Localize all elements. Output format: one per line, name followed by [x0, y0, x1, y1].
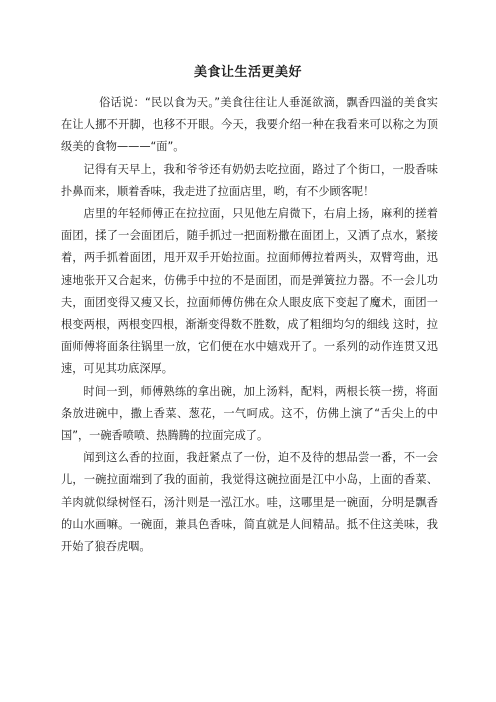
document-title: 美食让生活更美好	[193, 65, 302, 80]
paragraph-1: 俗话说：“民以食为天。”美食往往让人垂涎欲滴，飘香四溢的美食实在让人挪不开脚，也移不开眼。今天，我要介绍一种在我看来可以称之为顶级美的食物———“面”。	[61, 96, 438, 154]
paragraph-2: 记得有天早上，我和爷爷还有奶奶去吃拉面，路过了个街口，一股香味扑鼻而来，顺着香味，我走进了拉面店里，哟，有不少顾客呢！	[61, 162, 438, 198]
paragraph-4: 时间一到，师傅熟练的拿出碗，加上汤料，配料，两根长筷一捞，将面条放进碗中，撒上香菜、葱花，一气呵成。这不，仿佛上演了“舌尖上的中国”，一碗香喷喷、热腾腾的拉面完成了。	[61, 384, 438, 443]
paragraph-3: 店里的年轻师傅正在拉拉面，只见他左肩微下，右肩上扬，麻利的搓着面团，揉了一会面团后，随手抓过一把面粉撒在面团上，又洒了点水，紧接着，两手抓着面团，甩开双手开始拉面。拉面师傅拉着两头，双臂弯曲，迅速地张开又合起来，仿佛手中拉的不是面团，而是弹簧拉力器。不一会儿功夫，面团变得又瘦又长，拉面师傅仿佛在众人眼皮底下变起了魔术，面团一根变两根，两根变四根，渐渐变得数不胜数，成了粗细均匀的细线 这时，拉面师傅将面条往锅里一放，它们便在水中嬉戏开了。一系列的动作连贯又迅速，可见其功底深厚。	[61, 207, 438, 376]
paragraph-5: 闻到这么香的拉面，我赶紧点了一份，迫不及待的想品尝一番，不一会儿，一碗拉面端到了我的面前，我觉得这碗拉面是江中小岛，上面的香菜、羊肉就似绿树怪石，汤汁则是一泓江水。哇，这哪里是一碗面，分明是飘香的山水画嘛。一碗面，兼具色香味，简直就是人间精品。抵不住这美味，我开始了狼吞虎咽。	[61, 451, 438, 554]
document-body	[61, 92, 438, 558]
